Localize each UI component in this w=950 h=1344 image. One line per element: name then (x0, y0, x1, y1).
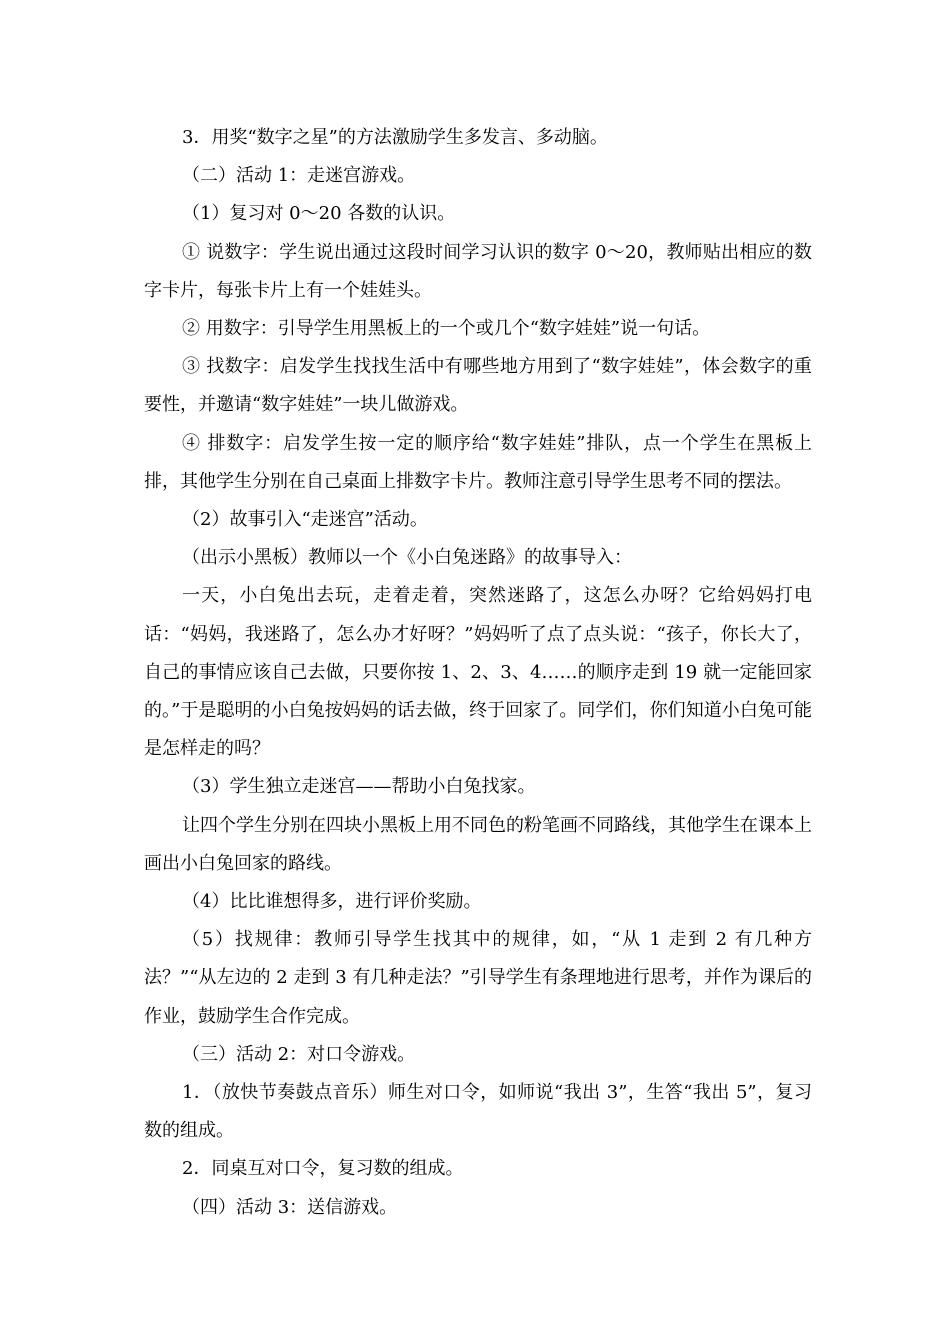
document-body (144, 119, 812, 1227)
subsection-heading: （5）找规律：教师引导学生找其中的规律，如，“从 1 走到 2 有几种方法？”“从左边的 2 走到 3 有几种走法？”引导学生有条理地进行思考，并作为课后的作业，鼓励学生合作完成。 (144, 929, 812, 1027)
list-item: 1．（放快节奏鼓点音乐）师生对口令，如师说“我出 3”，生答“我出 5”，复习数的组成。 (144, 1082, 812, 1142)
paragraph: （出示小黑板）教师以一个《小白兔迷路》的故事导入： (182, 547, 632, 569)
paragraph: 让四个学生分别在四块小黑板上用不同色的粉笔画不同路线，其他学生在课本上画出小白兔回家的路线。 (144, 814, 812, 874)
list-item: ③ 找数字：启发学生找找生活中有哪些地方用到了“数字娃娃”，体会数字的重要性，并邀请“数字娃娃”一块儿做游戏。 (144, 356, 812, 416)
list-item: ② 用数字：引导学生用黑板上的一个或几个“数字娃娃”说一句话。 (182, 318, 711, 340)
list-item: 2．同桌互对口令，复习数的组成。 (182, 1158, 464, 1180)
section-heading: （二）活动 1：走迷宫游戏。 (182, 165, 416, 187)
subsection-heading: （4）比比谁想得多，进行评价奖励。 (182, 891, 482, 913)
subsection-heading: （1）复习对 0～20 各数的认识。 (182, 203, 456, 225)
list-item: ① 说数字：学生说出通过这段时间学习认识的数字 0～20，教师贴出相应的数字卡片，每张卡片上有一个娃娃头。 (144, 241, 812, 301)
list-item: ④ 排数字：启发学生按一定的顺序给“数字娃娃”排队，点一个学生在黑板上排，其他学生分别在自己桌面上排数字卡片。教师注意引导学生思考不同的摆法。 (144, 432, 812, 492)
section-heading: （四）活动 3：送信游戏。 (182, 1196, 398, 1218)
section-heading: （三）活动 2：对口令游戏。 (182, 1043, 416, 1065)
story-paragraph: 一天，小白兔出去玩，走着走着，突然迷路了，这怎么办呀？它给妈妈打电话：“妈妈，我迷路了，怎么办才好呀？”妈妈听了点了点头说：“孩子，你长大了，自己的事情应该自己去做，只要你按 1、2、3、4……的顺序走到 19 就一定能回家的。”于是聪明的小白兔按妈妈的话去做，终于回家了。同学们，你们知道小白兔可能是怎样走的吗？ (144, 585, 812, 760)
paragraph: 3．用奖“数字之星”的方法激励学生多发言、多动脑。 (182, 127, 608, 148)
subsection-heading: （2）故事引入“走迷宫”活动。 (182, 509, 428, 531)
subsection-heading: （3）学生独立走迷宫——帮助小白兔找家。 (182, 776, 536, 798)
